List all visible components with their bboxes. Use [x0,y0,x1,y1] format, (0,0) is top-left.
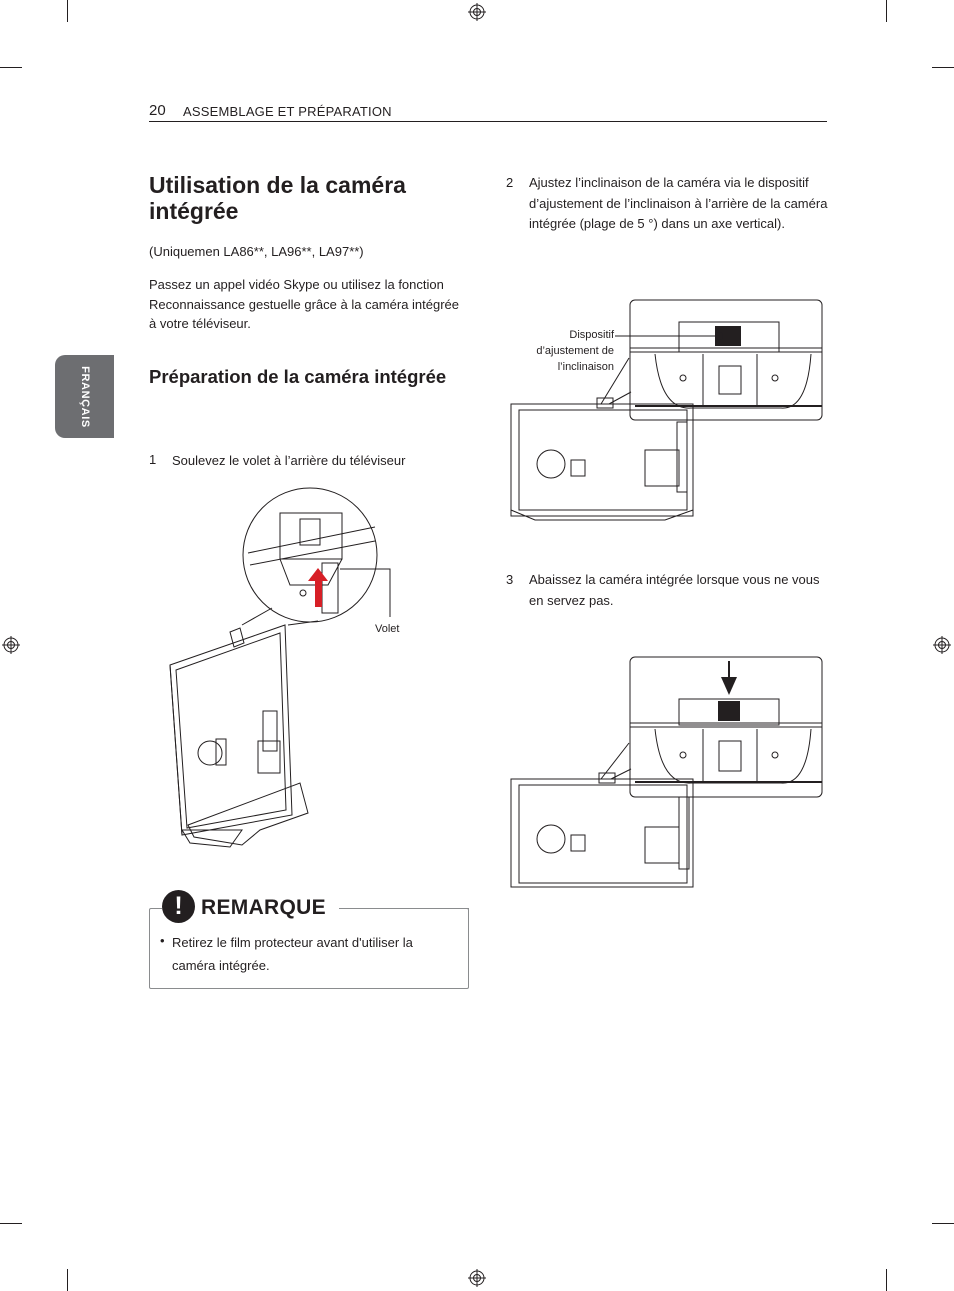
registration-mark-icon [2,636,20,654]
step-number: 2 [506,175,514,190]
intro-paragraph: Passez un appel vidéo Skype ou utilisez la fonction Reconnaissance gestuelle grâce à la caméra intégrée à votre téléviseur. [149,277,460,331]
step3-illustration [505,655,825,891]
section-header: ASSEMBLAGE ET PRÉPARATION [183,104,392,119]
crop-mark [0,1223,22,1224]
header-divider [149,121,827,122]
models-note: (Uniquemen LA86**, LA96**, LA97**) [149,244,364,259]
language-tab [55,355,114,438]
crop-mark [932,1223,954,1224]
registration-mark-icon [933,636,951,654]
step-number: 1 [149,452,157,467]
language-label: FRANÇAIS [79,366,91,428]
registration-mark-icon [468,1269,486,1287]
registration-mark-icon [468,3,486,21]
crop-mark [932,67,954,68]
note-divider [339,908,469,909]
tilt-adjuster-label: Dispositif d’ajustement de l’inclinaison [536,329,614,373]
exclamation-icon: ! [162,890,195,923]
step-text: Soulevez le volet à l’arrière du téléviseur [172,453,406,468]
crop-mark [886,0,887,22]
section-subtitle: Préparation de la caméra intégrée [149,366,447,387]
note-title: REMARQUE [201,896,326,919]
crop-mark [67,0,68,22]
step-text: Ajustez l’inclinaison de la caméra via le dispositif d’ajustement de l’inclinaison à l’arrière de la caméra intégrée (plage de 5 °) dans un axe vertical). [529,175,828,231]
page-title: Utilisation de la caméra intégrée [149,172,406,224]
volet-label: Volet [375,623,400,635]
crop-mark [67,1269,68,1291]
step-number: 3 [506,572,514,587]
bullet-icon: • [160,933,165,948]
step-text: Abaissez la caméra intégrée lorsque vous ne vous en servez pas. [529,572,820,608]
page-number: 20 [149,102,166,119]
step1-illustration [160,485,450,855]
crop-mark [886,1269,887,1291]
note-item: Retirez le film protecteur avant d'utiliser la caméra intégrée. [172,935,413,973]
crop-mark [0,67,22,68]
